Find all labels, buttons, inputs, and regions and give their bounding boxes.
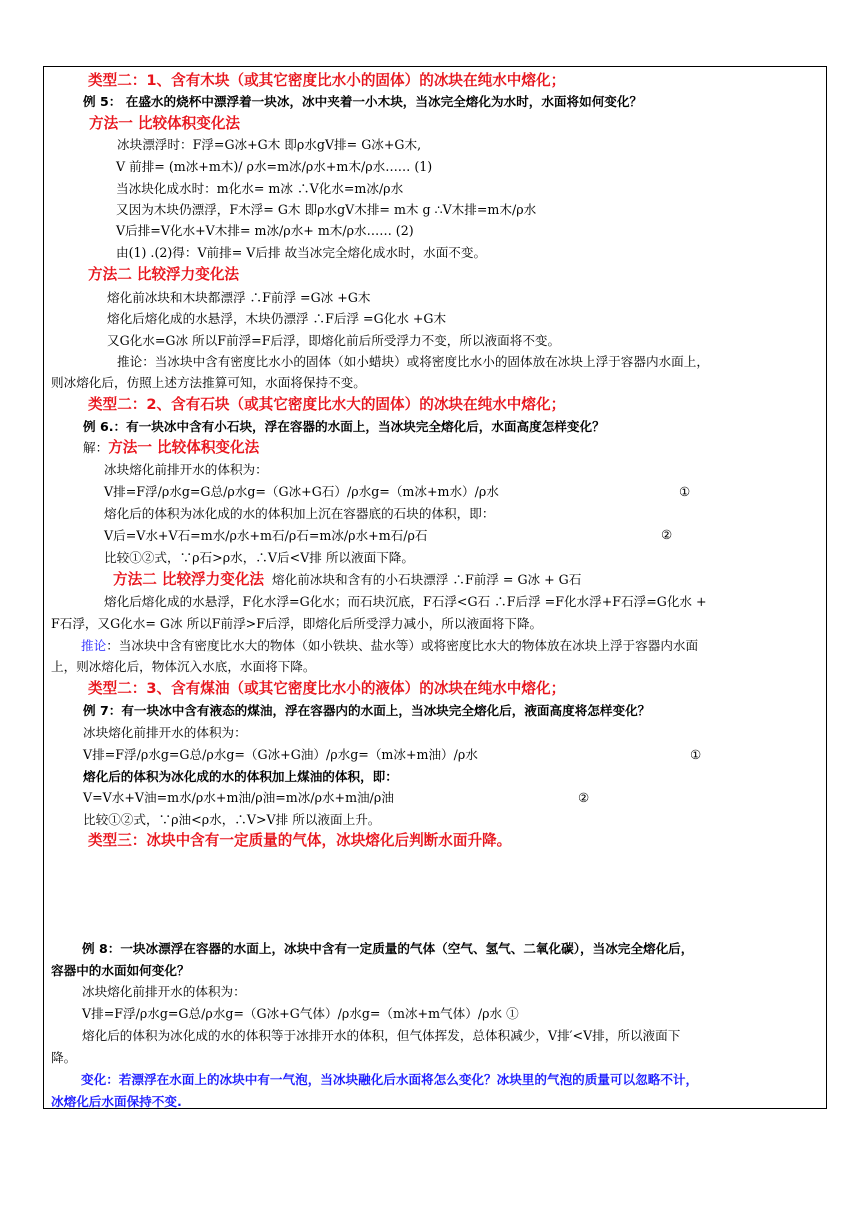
example-6: 例 6.：有一块冰中含有小石块，浮在容器的水面上，当冰块完全熔化后，水面高度怎样变化？: [83, 419, 605, 434]
text-line: 冰块熔化前排开水的体积为：: [104, 462, 268, 477]
eq-marker: ②: [661, 527, 673, 542]
text-line: 当冰块化成水时：m化水= m冰 ∴V化水=m冰/ρ水: [116, 181, 404, 196]
method2-title: 方法二 比较浮力变化法: [88, 266, 240, 283]
text-line: 冰块熔化前排开水的体积为：: [83, 725, 247, 740]
method2-line: [113, 570, 581, 590]
inference-line: [81, 636, 698, 656]
inference: 则冰熔化后，仿照上述方法推算可知，水面将保持不变。: [51, 375, 366, 390]
text-line: 冰块熔化前排开水的体积为：: [82, 984, 246, 999]
formula-2: V=V水+V油=m水/ρ水+m油/ρ油=m冰/ρ水+m油/ρ油: [83, 790, 394, 805]
inference: 推论：当冰块中含有密度比水小的固体（如小蜡块）或将密度比水小的固体放在冰块上浮于容器内水面上，: [117, 354, 709, 369]
text-line: 熔化后的体积为冰化成的水的体积等于冰排开水的体积，但气体挥发，总体积减少，V排′<V排，所以液面下: [82, 1028, 681, 1043]
section-title-stone: 类型二：2、含有石块（或其它密度比水大的固体）的冰块在纯水中熔化；: [88, 396, 566, 413]
text-line: 熔化后的体积为冰化成的水的体积加上沉在容器底的石块的体积，即：: [104, 506, 495, 521]
solution-label: 解：: [83, 440, 109, 455]
eq-marker: ①: [679, 484, 691, 499]
formula-2: V后=V水+V石=m水/ρ水+m石/ρ石=m冰/ρ水+m石/ρ石: [104, 528, 428, 543]
text-line: 又G化水=G冰 所以F前浮=F后浮，即熔化前后所受浮力不变，所以液面将不变。: [107, 333, 561, 348]
section-title-oil: 类型二：3、含有煤油（或其它密度比水小的液体）的冰块在纯水中熔化；: [88, 680, 566, 697]
method1-title: 方法一 比较体积变化法: [108, 439, 260, 456]
text-line: 比较①②式，∵ρ油<ρ水，∴V>V排 所以液面上升。: [83, 812, 381, 827]
example-7: 例 7：有一块冰中含有液态的煤油，浮在容器内的水面上，当冰块完全熔化后，液面高度将怎样变化？: [83, 703, 651, 718]
method2-title: 方法二 比较浮力变化法: [113, 571, 265, 588]
method1-title: 方法一 比较体积变化法: [89, 115, 241, 132]
text-line: 降。: [51, 1050, 77, 1065]
example-8: 容器中的水面如何变化？: [51, 963, 190, 978]
text-line: 又因为木块仍漂浮，F木浮= G木 即ρ水gV木排= m木 g ∴V木排=m木/ρ水: [116, 202, 537, 217]
formula-1: V排=F浮/ρ水g=G总/ρ水g=（G冰+G石）/ρ水g=（m冰+m水）/ρ水: [104, 484, 499, 499]
text-line: F石浮，又G化水= G冰 所以F前浮>F后浮，即熔化后所受浮力减小，所以液面将下降。: [51, 616, 543, 631]
text-line: 熔化前冰块和含有的小石块漂浮 ∴F前浮 = G冰 + G石: [272, 572, 582, 587]
variation-note: 变化：若漂浮在水面上的冰块中有一气泡，当冰块融化后水面将怎么变化？冰块里的气泡的质量可以忽略不计，: [81, 1072, 699, 1087]
text-line: 熔化后熔化成的水悬浮，木块仍漂浮 ∴F后浮 =G化水 +G木: [107, 311, 447, 326]
text-line: 比较①②式，∵ρ石>ρ水，∴V后<V排 所以液面下降。: [104, 550, 414, 565]
text-line: 由(1) .(2)得：V前排= V后排 故当冰完全熔化成水时，水面不变。: [116, 245, 487, 260]
text-line: 熔化后的体积为冰化成的水的体积加上煤油的体积，即：: [83, 769, 398, 784]
example-8: 例 8：一块冰漂浮在容器的水面上，冰块中含有一定质量的气体（空气、氢气、二氧化碳），当冰完全熔化后，: [82, 941, 694, 956]
eq-marker: ②: [578, 790, 590, 805]
solution-line: [83, 438, 259, 458]
eq-marker: ①: [690, 747, 702, 762]
text-line: V 前排= (m冰+m木)/ ρ水=m冰/ρ水+m木/ρ水…… (1): [116, 159, 433, 174]
inference-label: 推论: [81, 638, 107, 653]
section-title-wood: 类型二：1、含有木块（或其它密度比水小的固体）的冰块在纯水中熔化；: [88, 72, 566, 89]
section-title-gas: 类型三：冰块中含有一定质量的气体，冰块熔化后判断水面升降。: [88, 832, 512, 849]
formula-1: V排=F浮/ρ水g=G总/ρ水g=（G冰+G油）/ρ水g=（m冰+m油）/ρ水: [83, 747, 478, 762]
text-line: 冰块漂浮时：F浮=G冰+G木 即ρ水gV排= G冰+G木,: [117, 137, 422, 152]
text-line: 熔化前冰块和木块都漂浮 ∴F前浮 =G冰 +G木: [107, 290, 371, 305]
text-line: 上，则冰熔化后，物体沉入水底，水面将下降。: [51, 659, 316, 674]
text-line: V后排=V化水+V木排= m冰/ρ水+ m木/ρ水…… (2): [116, 223, 414, 238]
inference-text: ：当冰块中含有密度比水大的物体（如小铁块、盐水等）或将密度比水大的物体放在冰块上浮于容器内水面: [106, 638, 699, 653]
text-line: 熔化后熔化成的水悬浮，F化水浮=G化水；而石块沉底，F石浮<G石 ∴F后浮 =F化水浮+F石浮=G化水 +: [104, 594, 707, 609]
variation-note: 冰熔化后水面保持不变.: [51, 1094, 182, 1109]
example-5: 例 5： 在盛水的烧杯中漂浮着一块冰，冰中夹着一小木块，当冰完全熔化为水时，水面将如何变化？: [83, 94, 643, 109]
formula-1: V排=F浮/ρ水g=G总/ρ水g=（G冰+G气体）/ρ水g=（m冰+m气体）/ρ水 ①: [82, 1006, 519, 1021]
